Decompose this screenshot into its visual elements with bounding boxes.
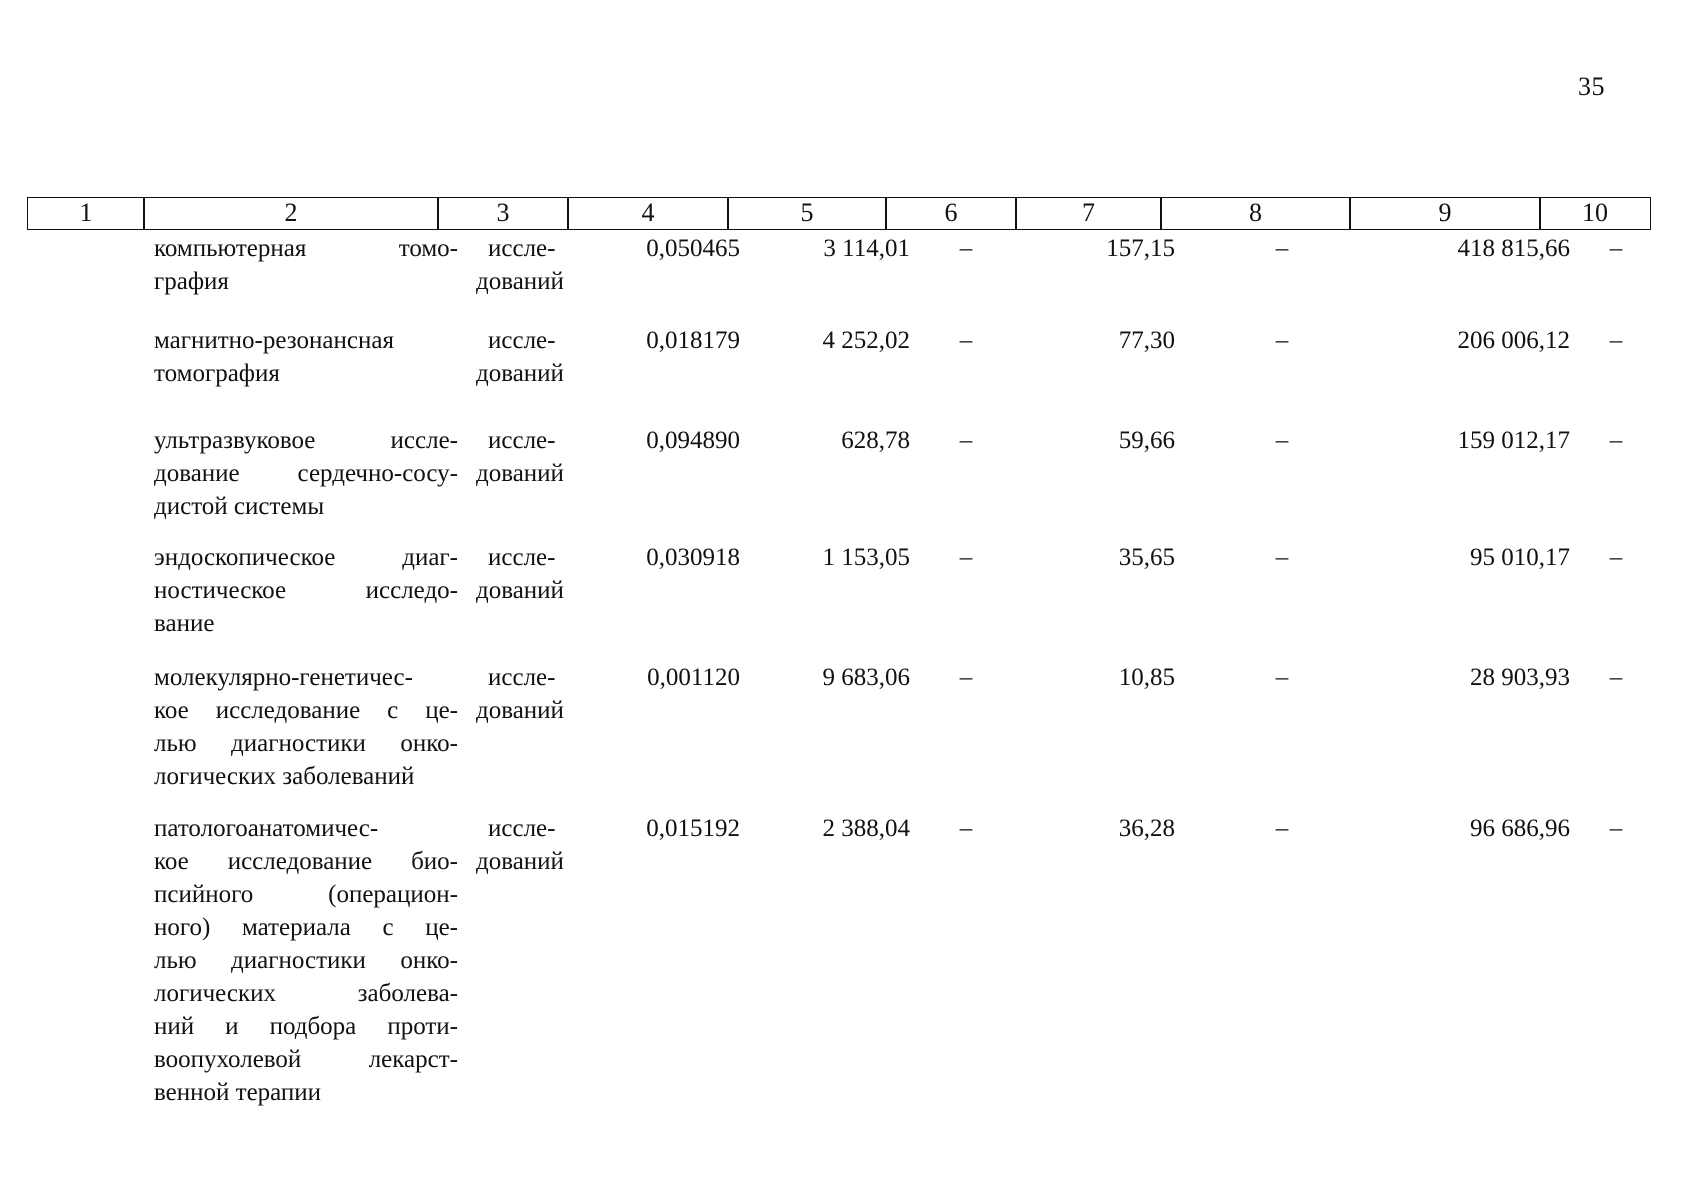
- unit-cell: [476, 424, 596, 490]
- unit-line: дований: [476, 577, 564, 604]
- value-cell-6: –: [959, 235, 973, 262]
- service-name-line: патологоанатомичес-: [154, 815, 379, 842]
- service-name-line: томография: [154, 360, 280, 387]
- value-cell-10: –: [1609, 664, 1623, 691]
- unit-cell: [476, 541, 596, 607]
- value-cell-6: –: [959, 664, 973, 691]
- service-name-cell: [154, 541, 458, 640]
- unit-line: иссле-: [488, 544, 556, 571]
- value-cell-6: –: [959, 815, 973, 842]
- value-cell-5: 2 388,04: [822, 815, 910, 842]
- value-cell-10: –: [1609, 327, 1623, 354]
- unit-cell: [476, 324, 596, 390]
- header-cell-5: 5: [727, 197, 887, 230]
- value-cell-7: 35,65: [1118, 544, 1175, 571]
- header-cell-9: 9: [1349, 197, 1541, 230]
- value-cell-4: 0,030918: [646, 544, 740, 571]
- service-name-line: воопухолевой лекарст-: [154, 1046, 458, 1073]
- value-cell-6: –: [959, 327, 973, 354]
- unit-line: дований: [476, 460, 564, 487]
- table-header-row: [27, 197, 1651, 230]
- value-cell-9: 28 903,93: [1470, 664, 1570, 691]
- header-cell-8: 8: [1160, 197, 1351, 230]
- value-cell-9: 418 815,66: [1457, 235, 1570, 262]
- service-name-line: эндоскопическое диаг-: [154, 544, 458, 571]
- value-cell-6: –: [959, 427, 973, 454]
- service-name-line: лью диагностики онко-: [154, 730, 458, 757]
- service-name-cell: [154, 424, 458, 523]
- service-name-line: ного) материала с це-: [154, 914, 458, 941]
- service-name-line: дистой системы: [154, 493, 325, 520]
- value-cell-5: 3 114,01: [823, 235, 910, 262]
- unit-line: дований: [476, 848, 564, 875]
- value-cell-8: –: [1275, 815, 1289, 842]
- value-cell-4: 0,018179: [646, 327, 740, 354]
- value-cell-9: 159 012,17: [1457, 427, 1570, 454]
- service-name-line: вание: [154, 610, 215, 637]
- service-name-line: молекулярно-генетичес-: [154, 664, 413, 691]
- value-cell-7: 36,28: [1118, 815, 1175, 842]
- value-cell-4: 0,015192: [646, 815, 740, 842]
- unit-line: иссле-: [488, 427, 556, 454]
- service-name-line: логических заболеваний: [154, 763, 415, 790]
- unit-cell: [476, 812, 596, 878]
- unit-line: иссле-: [488, 815, 556, 842]
- value-cell-5: 4 252,02: [822, 327, 910, 354]
- unit-cell: [476, 661, 596, 727]
- service-name-line: ностическое исследо-: [154, 577, 458, 604]
- value-cell-7: 77,30: [1118, 327, 1175, 354]
- unit-line: иссле-: [488, 235, 556, 262]
- service-name-cell: [154, 232, 458, 298]
- value-cell-7: 157,15: [1106, 235, 1175, 262]
- value-cell-10: –: [1609, 427, 1623, 454]
- service-name-line: логических заболева-: [154, 980, 458, 1007]
- value-cell-10: –: [1609, 235, 1623, 262]
- value-cell-9: 95 010,17: [1470, 544, 1570, 571]
- unit-line: иссле-: [488, 327, 556, 354]
- service-name-line: лью диагностики онко-: [154, 947, 458, 974]
- header-cell-1: 1: [27, 197, 145, 230]
- value-cell-8: –: [1275, 235, 1289, 262]
- value-cell-7: 10,85: [1118, 664, 1175, 691]
- service-name-line: ультразвуковое иссле-: [154, 427, 458, 454]
- service-name-cell: [154, 324, 458, 390]
- service-name-line: компьютерная томо-: [154, 235, 458, 262]
- service-name-cell: [154, 812, 458, 1109]
- unit-line: дований: [476, 697, 564, 724]
- value-cell-9: 96 686,96: [1470, 815, 1570, 842]
- unit-cell: [476, 232, 596, 298]
- value-cell-10: –: [1609, 544, 1623, 571]
- header-cell-4: 4: [567, 197, 729, 230]
- service-name-cell: [154, 661, 458, 793]
- value-cell-4: 0,094890: [646, 427, 740, 454]
- service-name-line: кое исследование био-: [154, 848, 458, 875]
- unit-line: иссле-: [488, 664, 556, 691]
- value-cell-4: 0,050465: [646, 235, 740, 262]
- header-cell-10: 10: [1539, 197, 1651, 230]
- value-cell-5: 9 683,06: [822, 664, 910, 691]
- header-cell-6: 6: [885, 197, 1017, 230]
- value-cell-5: 628,78: [841, 427, 910, 454]
- value-cell-8: –: [1275, 664, 1289, 691]
- unit-line: дований: [476, 360, 564, 387]
- service-name-line: псийного (операцион-: [154, 881, 458, 908]
- header-cell-2: 2: [143, 197, 439, 230]
- service-name-line: магнитно-резонансная: [154, 327, 394, 354]
- value-cell-8: –: [1275, 427, 1289, 454]
- value-cell-7: 59,66: [1118, 427, 1175, 454]
- value-cell-8: –: [1275, 544, 1289, 571]
- value-cell-5: 1 153,05: [822, 544, 910, 571]
- service-name-line: дование сердечно-сосу-: [154, 460, 458, 487]
- page-number: 35: [1578, 72, 1605, 101]
- service-name-line: кое исследование с це-: [154, 697, 458, 724]
- unit-line: дований: [476, 268, 564, 295]
- value-cell-4: 0,001120: [647, 664, 740, 691]
- header-cell-3: 3: [437, 197, 569, 230]
- value-cell-10: –: [1609, 815, 1623, 842]
- service-name-line: венной терапии: [154, 1079, 322, 1106]
- service-name-line: ний и подбора проти-: [154, 1013, 458, 1040]
- service-name-line: графия: [154, 268, 229, 295]
- value-cell-9: 206 006,12: [1457, 327, 1570, 354]
- header-cell-7: 7: [1015, 197, 1162, 230]
- value-cell-8: –: [1275, 327, 1289, 354]
- value-cell-6: –: [959, 544, 973, 571]
